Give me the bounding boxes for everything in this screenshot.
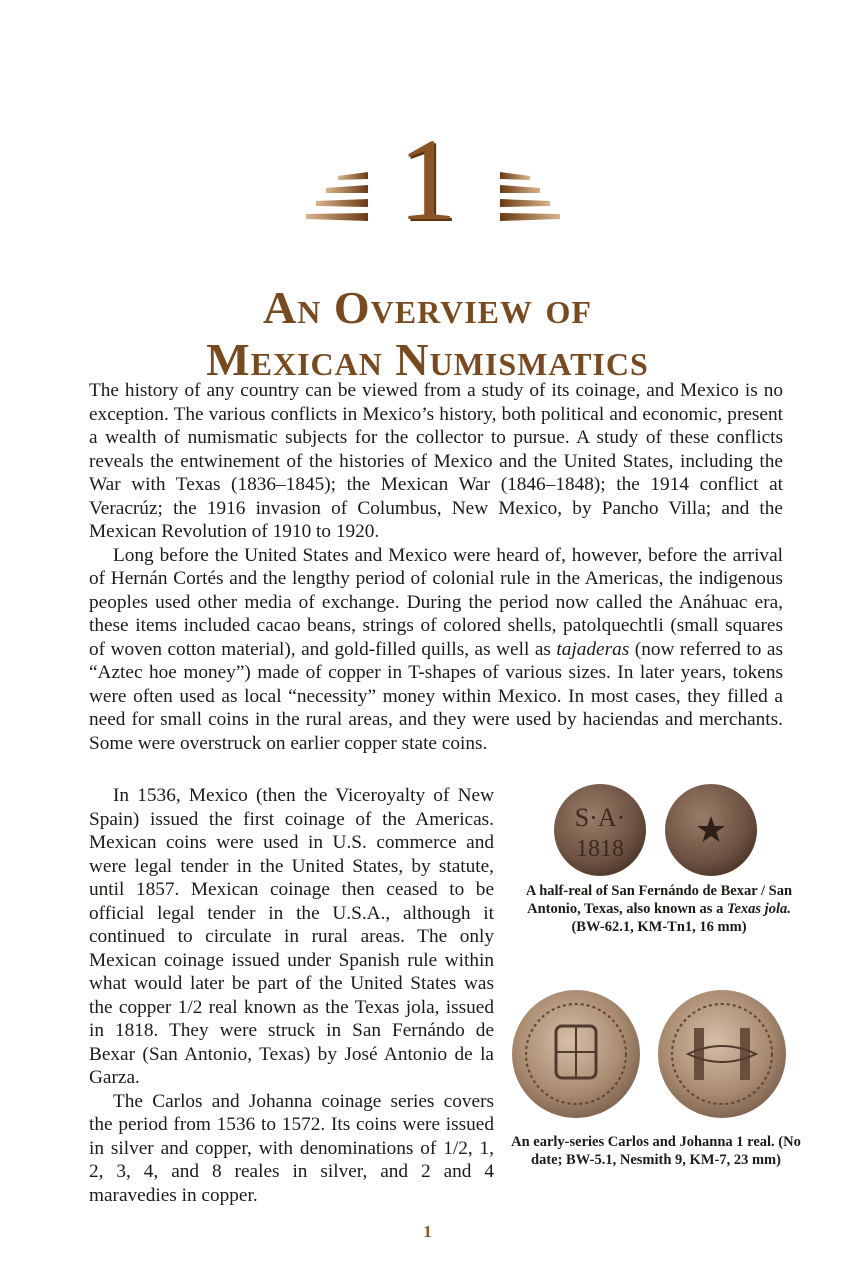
obverse-legend-date: 1818 xyxy=(576,836,624,862)
chapter-title-line-2: Mexican Numismatics xyxy=(206,334,649,385)
carlos-johanna-reverse xyxy=(658,990,786,1118)
obverse-legend-top: S·A· xyxy=(574,803,626,832)
column-text xyxy=(89,784,494,1207)
paragraph-2: Long before the United States and Mexico were heard of, however, before the arrival of Hernán Cortés and the lengthy period of colonial rule in the Americas, the indigenous peoples used other media of exchange. During the period now called the Anáhuac era, these items included cacao beans, strings of colored shells, patolquechtli (small squares of woven cotton material), and gold-filled quills, as well as tajaderas (now referred to as “Aztec hoe money”) made of copper in T-shapes of various sizes. In later years, tokens were often used as local “necessity” money within Mexico. In most cases, they filled a need for small coins in the rural areas, and they were used by haciendas and merchants. Some were overstruck on earlier copper state coins. xyxy=(89,544,783,754)
texas-jola-caption: A half-real of San Fernándo de Bexar / San Antonio, Texas, also known as a Texas jola. (BW-62.1, KM-Tn1, 16 mm) xyxy=(525,883,793,935)
texas-jola-coin-image xyxy=(553,782,760,878)
intro-text xyxy=(89,379,783,755)
page-number: 1 xyxy=(423,1222,432,1241)
chapter-title-line-1: An Overview of xyxy=(263,282,592,333)
chapter-number: 1 xyxy=(398,114,457,245)
paragraph-1: The history of any country can be viewed from a study of its coinage, and Mexico is no exception. The various conflicts in Mexico’s history, both political and economic, present a wealth of numismatic subjects for the collector to pursue. A study of these conflicts reveals the entwinement of the histories of Mexico and the United States, including the War with Texas (1836–1845); the Mexican War (1846–1848); the 1914 conflict at Veracrúz; the 1916 invasion of Columbus, New Mexico, by Pancho Villa; and the Mexican Revolution of 1910 to 1920. xyxy=(89,380,783,542)
paragraph-3: In 1536, Mexico (then the Viceroyalty of New Spain) issued the first coinage of the Americas. Mexican coins were used in U.S. commerce and were legal tender in the United States, by statute, until 1857. Mexican coinage then ceased to be official legal tender in the U.S.A., although it continued to circulate in rural areas. The only Mexican coinage issued under Spanish rule within what would later be part of the United States was the copper 1/2 real known as the Texas jola, issued in 1818. They were struck in San Fernándo de Bexar (San Antonio, Texas) by José Antonio de la Garza. xyxy=(89,785,494,1088)
carlos-johanna-obverse xyxy=(512,990,640,1118)
carlos-johanna-coin-image xyxy=(510,988,790,1120)
carlos-johanna-caption: An early-series Carlos and Johanna 1 real. (No date; BW-5.1, Nesmith 9, KM-7, 23 mm) xyxy=(511,1134,801,1168)
paragraph-4: The Carlos and Johanna coinage series covers the period from 1536 to 1572. Its coins were issued in silver and copper, with denominations of 1/2, 1, 2, 3, 4, and 8 reales in silver, and 2 and 4 maravedies in copper. xyxy=(89,1090,494,1206)
chapter-title xyxy=(0,282,855,386)
